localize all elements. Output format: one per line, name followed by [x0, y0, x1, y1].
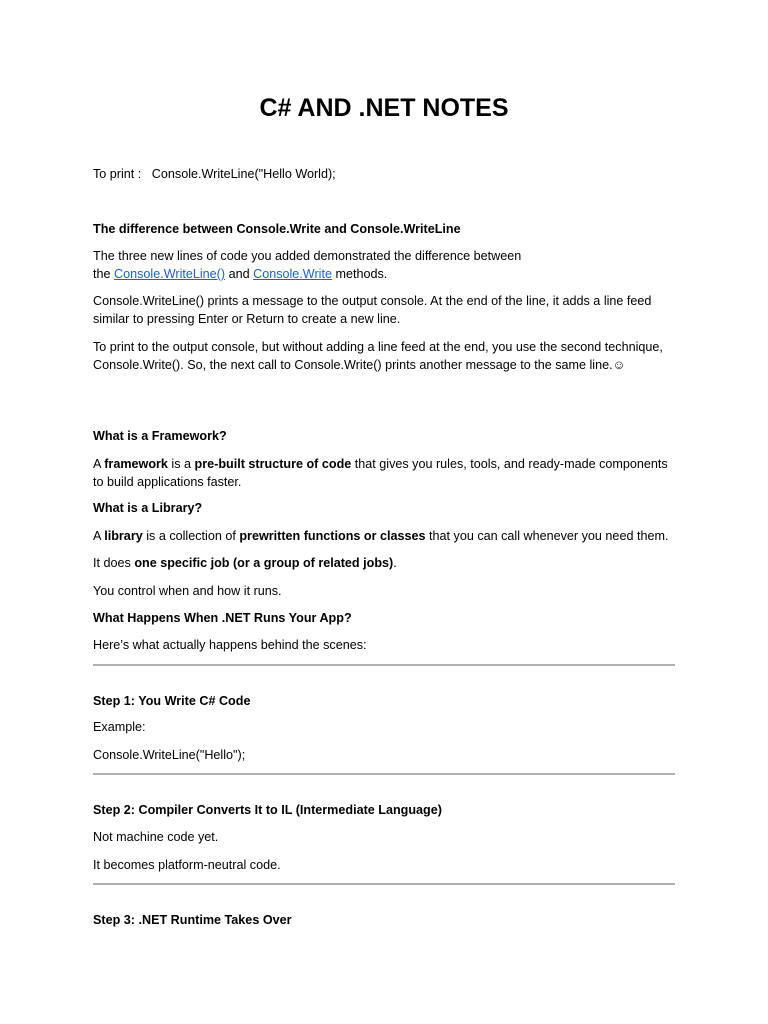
divider [93, 883, 675, 885]
library-heading: What is a Library? [93, 501, 203, 515]
print-line [93, 165, 677, 183]
diff-paragraph-3: To print to the output console, but without adding a line feed at the end, you use the second technique, Console.Write(). So, the next call to Console.Write() prints another message to the same line.☺ [93, 340, 663, 372]
diff-paragraph-1: The three new lines of code you added demonstrated the difference between the Console.WriteLine() and Console.Write methods. [93, 249, 522, 281]
console-writeline-link[interactable]: Console.WriteLine() [114, 267, 226, 281]
library-job-line: It does one specific job (or a group of related jobs). [93, 556, 397, 570]
console-write-link[interactable]: Console.Write [253, 267, 332, 281]
divider [93, 664, 675, 666]
step2-line-1: Not machine code yet. [93, 830, 219, 844]
step1-example-label: Example: [93, 720, 146, 734]
step2-line-2: It becomes platform-neutral code. [93, 858, 281, 872]
step1-heading: Step 1: You Write C# Code [93, 694, 251, 708]
library-control-line: You control when and how it runs. [93, 584, 282, 598]
framework-paragraph: A framework is a pre-built structure of code that gives you rules, tools, and ready-made components to build applications faster. [93, 457, 668, 489]
step2-heading: Step 2: Compiler Converts It to IL (Intermediate Language) [93, 803, 442, 817]
library-paragraph: A library is a collection of prewritten functions or classes that you can call whenever you need them. [93, 529, 669, 543]
step3-heading: Step 3: .NET Runtime Takes Over [93, 913, 292, 927]
dotnet-intro: Here’s what actually happens behind the scenes: [93, 638, 367, 652]
dotnet-heading: What Happens When .NET Runs Your App? [93, 611, 352, 625]
print-label: To print : [93, 167, 142, 181]
divider [93, 773, 675, 775]
print-code: Console.WriteLine("Hello World); [151, 167, 336, 181]
diff-heading: The difference between Console.Write and Console.WriteLine [93, 222, 461, 236]
step1-code: Console.WriteLine("Hello"); [93, 748, 246, 762]
diff-paragraph-2: Console.WriteLine() prints a message to the output console. At the end of the line, it adds a line feed similar to pressing Enter or Return to create a new line. [93, 294, 652, 326]
page-title: C# AND .NET NOTES [259, 94, 509, 122]
framework-heading: What is a Framework? [93, 429, 227, 443]
